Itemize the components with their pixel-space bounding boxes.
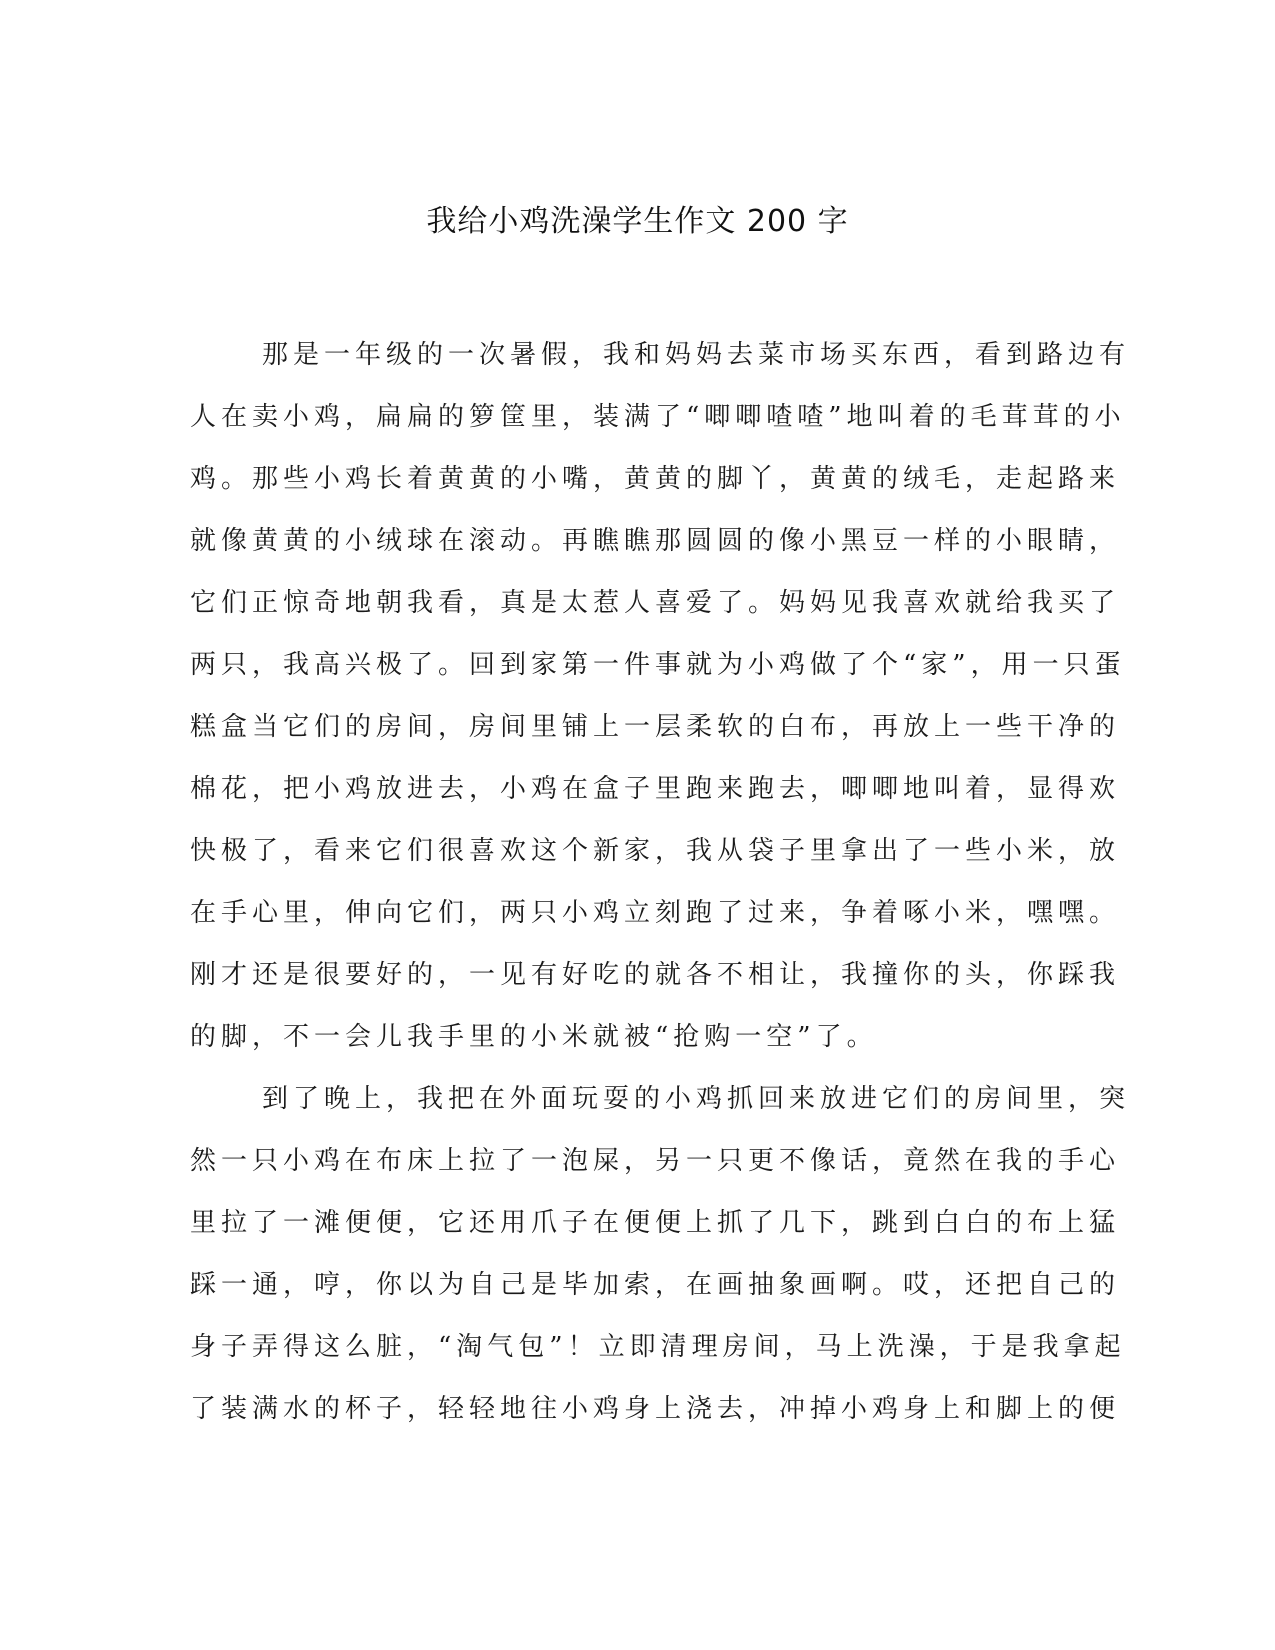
paragraph-line: 在手心里，伸向它们，两只小鸡立刻跑了过来，争着啄小米，嘿嘿。 [190,898,1121,928]
paragraph-1 [190,324,1131,1068]
paragraph-line: 踩一通，哼，你以为自己是毕加索，在画抽象画啊。哎，还把自己的 [190,1270,1121,1300]
paragraph-2 [190,1068,1131,1440]
paragraph-line: 快极了，看来它们很喜欢这个新家，我从袋子里拿出了一些小米，放 [190,836,1121,866]
paragraph-line: 鸡。那些小鸡长着黄黄的小嘴，黄黄的脚丫，黄黄的绒毛，走起路来 [190,464,1121,494]
document-title: 我给小鸡洗澡学生作文 200 字 [426,204,849,239]
paragraph-line: 两只，我高兴极了。回到家第一件事就为小鸡做了个“家”，用一只蛋 [190,650,1126,680]
paragraph-line: 然一只小鸡在布床上拉了一泡屎，另一只更不像话，竟然在我的手心 [190,1146,1121,1176]
paragraph-line: 糕盒当它们的房间，房间里铺上一层柔软的白布，再放上一些干净的 [190,712,1121,742]
paragraph-line: 就像黄黄的小绒球在滚动。再瞧瞧那圆圆的像小黑豆一样的小眼睛， [190,526,1121,556]
paragraph-line: 那是一年级的一次暑假，我和妈妈去菜市场买东西，看到路边有 [262,340,1131,370]
paragraph-line: 人在卖小鸡，扁扁的箩筐里，装满了“唧唧喳喳”地叫着的毛茸茸的小 [190,402,1126,432]
paragraph-line: 身子弄得这么脏，“淘气包”！立即清理房间，马上洗澡，于是我拿起 [190,1332,1126,1362]
paragraph-line: 到了晚上，我把在外面玩耍的小鸡抓回来放进它们的房间里，突 [262,1084,1131,1114]
paragraph-line: 了装满水的杯子，轻轻地往小鸡身上浇去，冲掉小鸡身上和脚上的便 [190,1394,1121,1424]
paragraph-line: 棉花，把小鸡放进去，小鸡在盒子里跑来跑去，唧唧地叫着，显得欢 [190,774,1121,804]
paragraph-line: 它们正惊奇地朝我看，真是太惹人喜爱了。妈妈见我喜欢就给我买了 [190,588,1121,618]
document-body [190,324,1131,1440]
paragraph-line: 的脚，不一会儿我手里的小米就被“抢购一空”了。 [190,1022,878,1052]
paragraph-line: 刚才还是很要好的，一见有好吃的就各不相让，我撞你的头，你踩我 [190,960,1121,990]
paragraph-line: 里拉了一滩便便，它还用爪子在便便上抓了几下，跳到白白的布上猛 [190,1208,1121,1238]
